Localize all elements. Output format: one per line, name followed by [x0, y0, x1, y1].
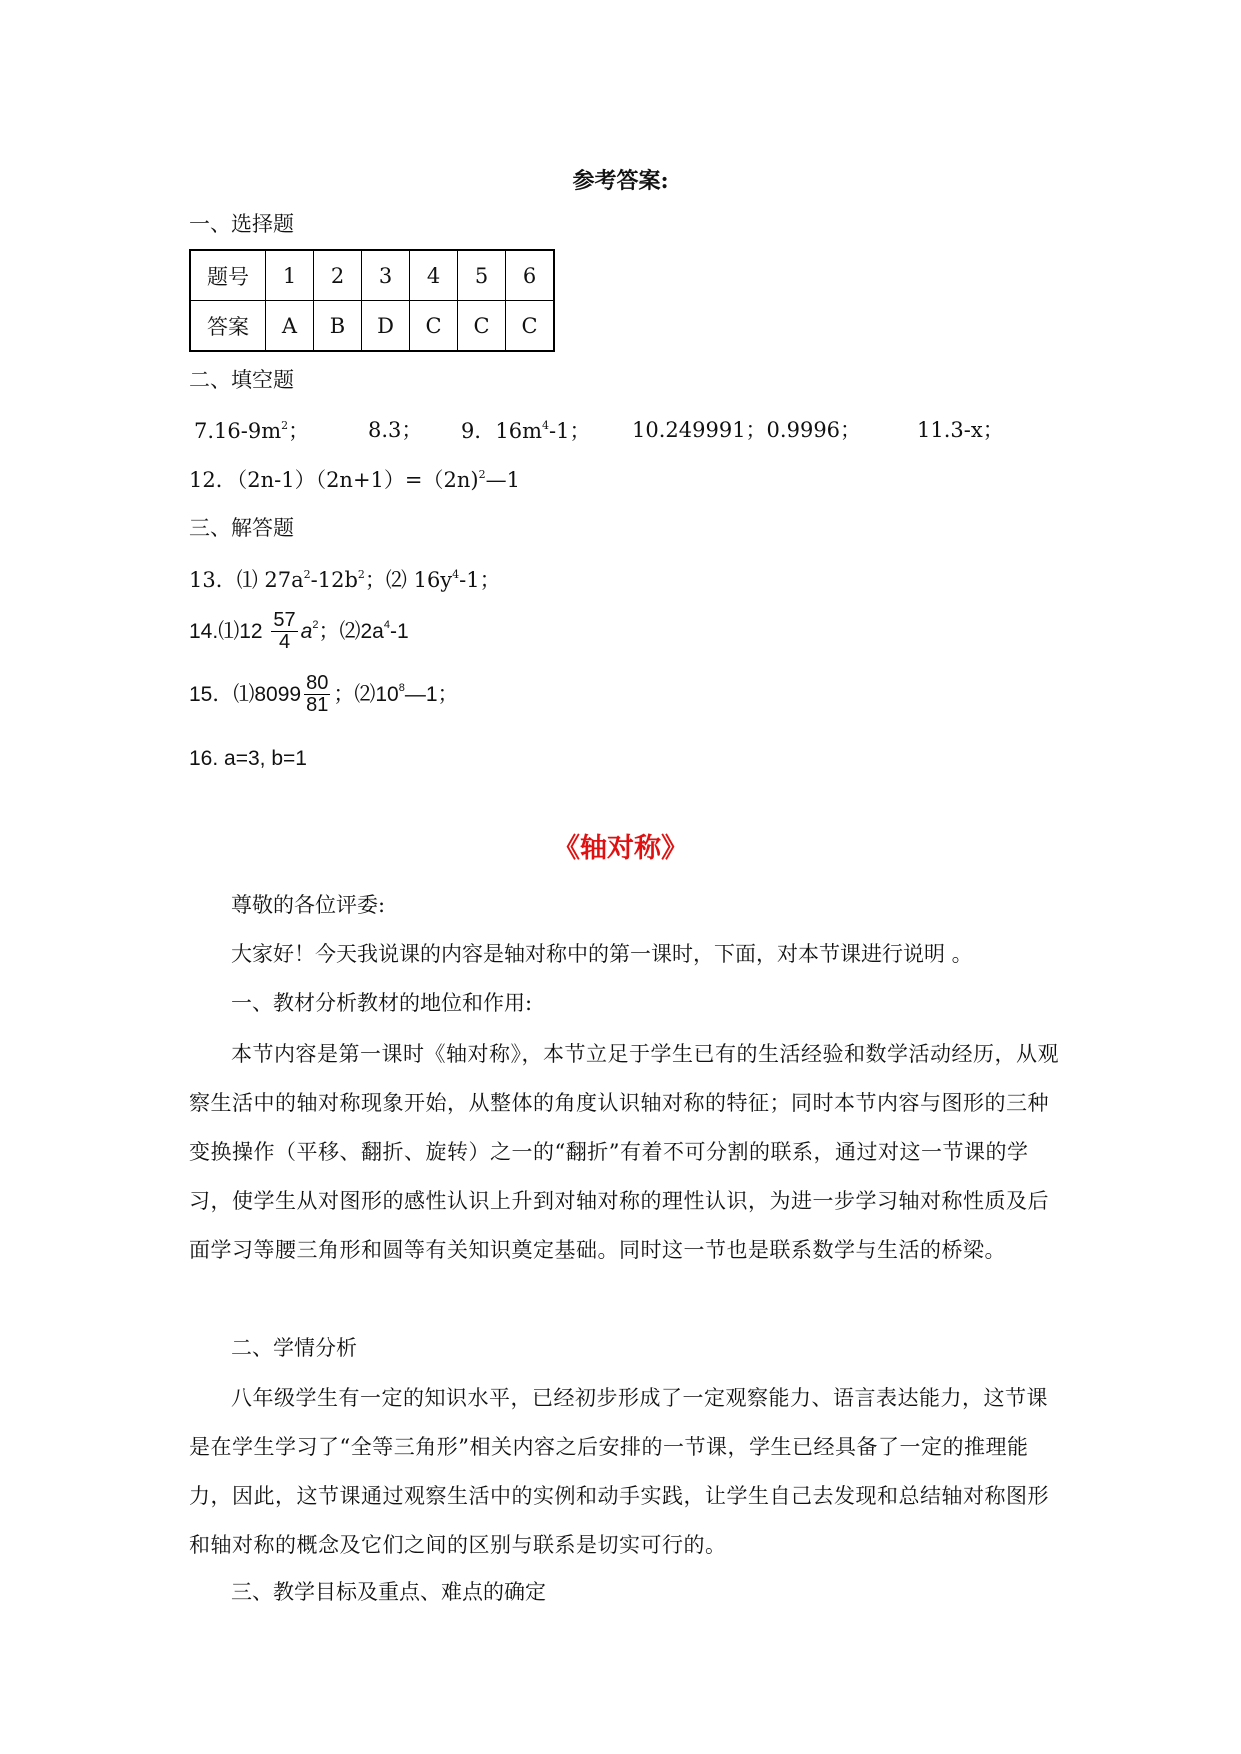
table-cell: A [266, 301, 314, 352]
fraction: $\frac{80}{81}$ [306, 672, 329, 716]
answer-table [189, 249, 555, 352]
section-heading-fill: 二、填空题 [189, 368, 294, 392]
table-cell: 3 [362, 250, 410, 301]
answer-q11: 11.3-x； [917, 418, 1004, 442]
answer-q10: 10.249991；0.9996； [632, 418, 862, 442]
answer-q13: 13．⑴ $27a^2-12b^2$；⑵ $16y^4-1$； [189, 568, 501, 592]
answers-title: 参考答案: [572, 168, 669, 194]
table-cell: C [506, 301, 555, 352]
heading-student-analysis: 二、学情分析 [231, 1336, 357, 1360]
paragraph-student-analysis: 八年级学生有一定的知识水平，已经初步形成了一定观察能力、语言表达能力，这节课是在学生学习了“全等三角形”相关内容之后安排的一节课，学生已经具备了一定的推理能力，因此，这节课通过观察生活中的实例和动手实践，让学生自己去发现和总结轴对称图形和轴对称的概念及它们之间的区别与联系是切实可行的。 [189, 1386, 1049, 1557]
fraction: $\frac{57}{4}$ [273, 609, 296, 653]
table-row-question-numbers [190, 250, 554, 301]
lesson-title: 《轴对称》 [553, 833, 688, 864]
table-cell: B [314, 301, 362, 352]
answer-q16: 16. a=3, b=1 [189, 747, 307, 770]
section-heading-choice: 一、选择题 [189, 212, 294, 236]
table-cell: 2 [314, 250, 362, 301]
table-cell: 题号 [190, 250, 266, 301]
answer-q15: 15．⑴8099 $\frac{80}{81}$ ；$⑵10^8—1$； [189, 672, 459, 716]
table-cell: 1 [266, 250, 314, 301]
table-cell: 5 [458, 250, 506, 301]
answer-q7: $7.16-9m^2$； [194, 419, 310, 443]
heading-textbook-analysis: 一、教材分析教材的地位和作用: [231, 991, 533, 1015]
answer-q14: 14.⑴12 $\frac{57}{4}$ $a^2$；$⑵2a^4-1$ [189, 609, 409, 653]
answer-q9: 9．$16m^4-1$； [461, 419, 591, 443]
table-cell: 答案 [190, 301, 266, 352]
table-cell: C [458, 301, 506, 352]
heading-teaching-goals: 三、教学目标及重点、难点的确定 [231, 1580, 546, 1604]
answer-q8: 8.3； [368, 418, 423, 442]
table-row-answers [190, 301, 554, 352]
answer-q12: 12．（2n-1）（2n+1）=（2n)$^2$—1 [189, 468, 520, 492]
table-cell: 4 [410, 250, 458, 301]
section-heading-solve: 三、解答题 [189, 516, 294, 540]
table-cell: 6 [506, 250, 555, 301]
paragraph-textbook-analysis: 本节内容是第一课时《轴对称》，本节立足于学生已有的生活经验和数学活动经历，从观察生活中的轴对称现象开始，从整体的角度认识轴对称的特征；同时本节内容与图形的三种变换操作（平移、翻折、旋转）之一的“翻折”有着不可分割的联系，通过对这一节课的学习，使学生从对图形的感性认识上升到对轴对称的理性认识，为进一步学习轴对称性质及后面学习等腰三角形和圆等有关知识奠定基础。同时这一节也是联系数学与生活的桥梁。 [189, 1042, 1059, 1262]
intro-line: 大家好！今天我说课的内容是轴对称中的第一课时，下面，对本节课进行说明 。 [231, 942, 973, 966]
table-cell: C [410, 301, 458, 352]
table-cell: D [362, 301, 410, 352]
greeting: 尊敬的各位评委: [231, 893, 386, 917]
